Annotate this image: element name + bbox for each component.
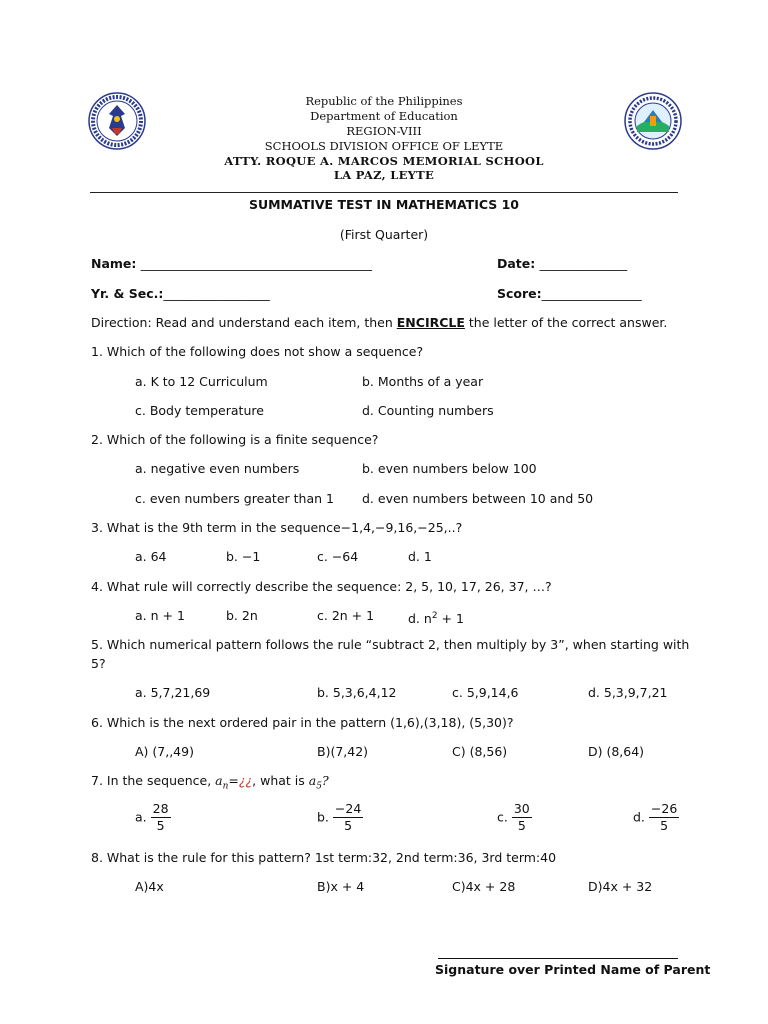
direction-pre: Direction: Read and understand each item, then (91, 315, 397, 330)
q8-choice-b: B)x + 4 (317, 879, 365, 894)
q7-choice-d (633, 802, 679, 833)
q3-choice-c: c. −64 (317, 549, 359, 564)
test-title: SUMMATIVE TEST IN MATHEMATICS 10 (248, 197, 520, 212)
q6-choice-c: C) (8,56) (452, 744, 508, 759)
q7-choice-c (497, 802, 532, 833)
question-8: 8. What is the rule for this pattern? 1st term:32, 2nd term:36, 3rd term:40 (91, 850, 557, 865)
q7-d-numerator: −26 (650, 801, 678, 816)
q8-choice-a: A)4x (135, 879, 164, 894)
question-5: 5. Which numerical pattern follows the rule “subtract 2, then multiply by 3”, when starting with (91, 637, 690, 652)
header-division: SCHOOLS DIVISION OFFICE OF LEYTE (264, 139, 504, 153)
question-5-cont: 5? (91, 656, 106, 671)
name-blank: _____________________________________ (140, 256, 372, 271)
q5-choice-d: d. 5,3,9,7,21 (588, 685, 668, 700)
q7-a-fraction (151, 802, 171, 833)
q3-choice-d: d. 1 (408, 549, 432, 564)
question-2: 2. Which of the following is a finite sequence? (91, 432, 379, 447)
signature-caption: Signature over Printed Name of Parent (435, 962, 711, 977)
q2-choice-d: d. even numbers between 10 and 50 (362, 491, 594, 506)
q7-pre: 7. In the sequence, (91, 773, 216, 788)
header-location: LA PAZ, LEYTE (333, 168, 435, 182)
q5-choice-b: b. 5,3,6,4,12 (317, 685, 397, 700)
q4-choice-a: a. n + 1 (135, 608, 185, 623)
q7-an-sub: n (222, 781, 229, 792)
q1-choice-c: c. Body temperature (135, 403, 264, 418)
direction-emph: ENCIRCLE (396, 315, 465, 330)
q7-broken-formula: ¿¿ (238, 773, 253, 788)
date-label: Date: (497, 256, 540, 271)
score-blank: ________________ (541, 286, 642, 301)
q7-an-base: a (215, 773, 223, 788)
test-subtitle: (First Quarter) (339, 227, 429, 242)
q7-b-label: b. (317, 809, 329, 825)
q6-choice-b: B)(7,42) (317, 744, 369, 759)
question-7 (91, 773, 329, 795)
q7-b-fraction (333, 802, 363, 833)
q2-choice-c: c. even numbers greater than 1 (135, 491, 334, 506)
q3-choice-b: b. −1 (226, 549, 261, 564)
q1-choice-b: b. Months of a year (362, 374, 484, 389)
score-label: Score: (497, 286, 542, 301)
q7-d-fraction (649, 802, 679, 833)
q7-d-label: d. (633, 809, 645, 825)
yrsec-blank: _________________ (163, 286, 270, 301)
q4-choice-d-rest: + 1 (437, 611, 464, 627)
header-republic: Republic of the Philippines (305, 94, 463, 108)
q7-post: ? (321, 773, 329, 788)
header-school: ATTY. ROQUE A. MARCOS MEMORIAL SCHOOL (224, 154, 544, 168)
score-field (497, 286, 642, 302)
q7-c-label: c. (497, 809, 508, 825)
name-label: Name: (91, 256, 141, 271)
question-6: 6. Which is the next ordered pair in the pattern (1,6),(3,18), (5,30)? (91, 715, 514, 730)
q8-choice-d: D)4x + 32 (588, 879, 653, 894)
q7-b-numerator: −24 (334, 801, 362, 816)
q8-choice-c: C)4x + 28 (452, 879, 516, 894)
q6-choice-d: D) (8,64) (588, 744, 645, 759)
header-department: Department of Education (310, 109, 458, 123)
q7-c-denominator: 5 (517, 818, 526, 833)
header-region: REGION-VIII (346, 124, 422, 138)
direction (91, 315, 667, 331)
q2-choice-a: a. negative even numbers (135, 461, 300, 476)
q4-choice-b: b. 2n (226, 608, 258, 623)
yrsec-field (91, 286, 270, 302)
q7-a-label: a. (135, 809, 147, 825)
q4-choice-d (408, 608, 464, 627)
q7-c-fraction (512, 802, 532, 833)
q7-choice-b (317, 802, 363, 833)
q5-choice-c: c. 5,9,14,6 (452, 685, 519, 700)
q7-d-denominator: 5 (660, 818, 669, 833)
q4-choice-d-base: d. n (408, 611, 432, 627)
header-divider (90, 192, 678, 193)
yrsec-label: Yr. & Sec.: (91, 286, 164, 301)
q5-choice-a: a. 5,7,21,69 (135, 685, 211, 700)
date-field (497, 256, 627, 272)
q7-mid: , what is (252, 773, 309, 788)
q7-a5-base: a (308, 773, 317, 788)
q2-choice-b: b. even numbers below 100 (362, 461, 537, 476)
q7-a-denominator: 5 (156, 818, 165, 833)
question-4: 4. What rule will correctly describe the sequence: 2, 5, 10, 17, 26, 37, …? (91, 579, 552, 594)
date-blank: ______________ (539, 256, 628, 271)
q3-choice-a: a. 64 (135, 549, 167, 564)
q7-choice-a (135, 802, 171, 833)
q6-choice-a: A) (7,,49) (135, 744, 194, 759)
q7-a-numerator: 28 (152, 801, 169, 816)
q1-choice-d: d. Counting numbers (362, 403, 494, 418)
q4-choice-d-exponent: 2 (431, 611, 438, 621)
q1-choice-a: a. K to 12 Curriculum (135, 374, 268, 389)
q4-choice-c: c. 2n + 1 (317, 608, 375, 623)
signature-line (438, 958, 678, 959)
question-1: 1. Which of the following does not show a sequence? (91, 344, 424, 359)
q7-eq: = (228, 773, 239, 788)
name-field (91, 256, 372, 272)
q7-c-numerator: 30 (513, 801, 530, 816)
q7-b-denominator: 5 (344, 818, 353, 833)
q7-a5-sub: 5 (316, 781, 322, 792)
direction-post: the letter of the correct answer. (464, 315, 668, 330)
question-3: 3. What is the 9th term in the sequence−1,4,−9,16,−25,..? (91, 520, 463, 535)
